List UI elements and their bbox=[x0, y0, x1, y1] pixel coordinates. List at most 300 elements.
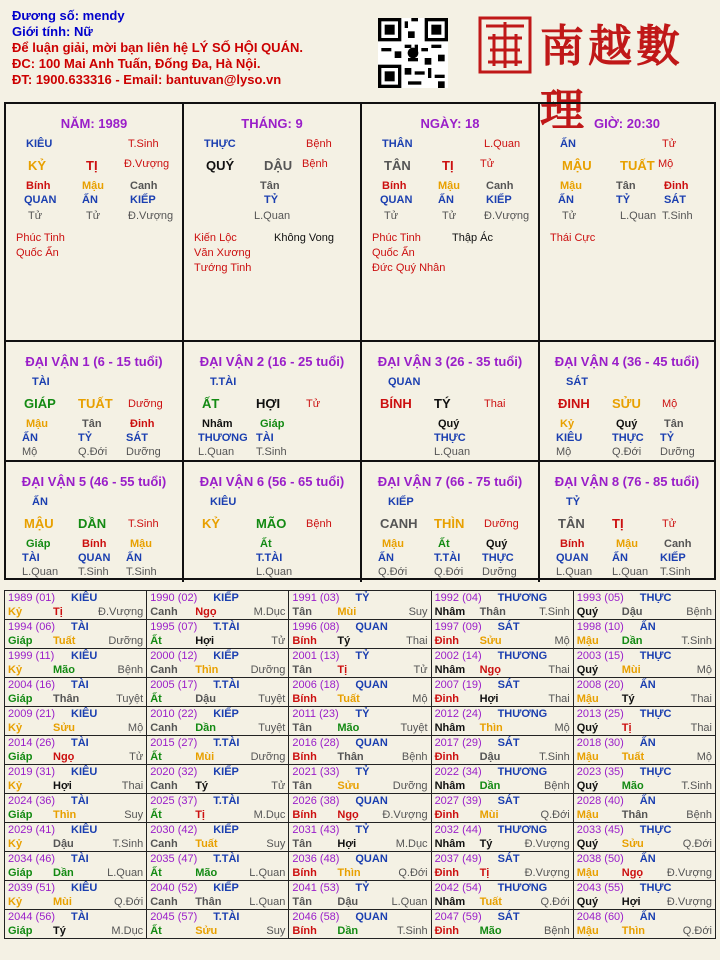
luck-branch: SỬU bbox=[612, 396, 641, 411]
year-box bbox=[147, 881, 288, 909]
year-cell bbox=[289, 852, 431, 881]
year-label: 2038 (50) bbox=[576, 853, 624, 865]
year-ten-god: THƯƠNG bbox=[497, 708, 548, 720]
year-label: 2009 (21) bbox=[8, 708, 56, 720]
year-branch: Mão bbox=[53, 664, 75, 676]
life-stage: Tử bbox=[384, 210, 399, 222]
luck-branch: DẦN bbox=[78, 516, 107, 531]
year-branch: Thân bbox=[479, 606, 506, 618]
year-box bbox=[289, 794, 430, 822]
year-box bbox=[147, 910, 288, 938]
life-stage: Q.Đới bbox=[612, 446, 642, 458]
life-stage: Mộ bbox=[556, 446, 572, 458]
year-box bbox=[432, 649, 573, 677]
hidden-stem: Quý bbox=[616, 418, 638, 430]
year-branch: Mão bbox=[195, 867, 218, 879]
year-stem: Tân bbox=[292, 780, 312, 792]
year-cell bbox=[573, 591, 715, 620]
year-stage: Dưỡng bbox=[392, 780, 428, 792]
year-ten-god: T.TÀI bbox=[213, 621, 240, 633]
luck-stage: Bệnh bbox=[306, 518, 332, 530]
luck-period-title: ĐẠI VẬN 2 (16 - 25 tuổi) bbox=[199, 354, 345, 369]
year-cell bbox=[5, 794, 147, 823]
year-branch: Hợi bbox=[621, 896, 641, 908]
pillar-main-label: Tử bbox=[480, 158, 495, 170]
year-cell bbox=[5, 591, 147, 620]
year-branch: Thìn bbox=[479, 722, 503, 734]
luck-period-cell bbox=[362, 342, 540, 462]
year-box bbox=[289, 910, 430, 938]
luck-period-title: ĐẠI VẬN 8 (76 - 85 tuổi) bbox=[554, 474, 700, 489]
year-ten-god: KIẾP bbox=[213, 824, 239, 836]
year-ten-god: THỰC bbox=[639, 592, 672, 604]
year-box bbox=[5, 707, 146, 735]
life-stage: L.Quan bbox=[22, 566, 59, 578]
year-ten-god: TÀI bbox=[71, 911, 89, 923]
year-label: 2033 (45) bbox=[576, 824, 624, 836]
ten-god: T.TÀI bbox=[434, 552, 461, 564]
luck-period-cell bbox=[6, 342, 184, 462]
hidden-stem: Nhâm bbox=[202, 418, 233, 430]
year-cell bbox=[431, 881, 573, 910]
year-stage: L.Quan bbox=[391, 896, 428, 908]
ten-god: T.TÀI bbox=[256, 552, 283, 564]
contact-invite: Để luận giải, mời bạn liên hệ LÝ SỐ HỘI QUÁN. bbox=[12, 40, 303, 55]
luck-stem: ẤT bbox=[202, 396, 220, 411]
year-box bbox=[574, 707, 715, 735]
year-label: 1994 (06) bbox=[8, 621, 56, 633]
year-label: 1999 (11) bbox=[8, 650, 55, 662]
year-stage: Thai bbox=[548, 664, 570, 676]
year-branch: Hợi bbox=[195, 635, 215, 647]
year-stage: Dưỡng bbox=[250, 664, 286, 676]
star-extra: Thập Ác bbox=[452, 232, 493, 244]
year-branch: Thìn bbox=[53, 809, 77, 821]
seal-stamp-icon bbox=[478, 16, 532, 74]
ten-god: ẤN bbox=[82, 194, 98, 206]
year-stage: Q.Đới bbox=[540, 809, 570, 821]
year-box bbox=[432, 823, 573, 851]
ten-god: QUAN bbox=[556, 552, 589, 564]
hidden-stem: Đinh bbox=[664, 180, 689, 192]
year-stem: Bính bbox=[292, 809, 317, 821]
year-box bbox=[574, 591, 715, 619]
year-ten-god: KIÊU bbox=[71, 882, 98, 894]
year-stage: Thai bbox=[690, 722, 712, 734]
year-label: 2026 (38) bbox=[292, 795, 340, 807]
year-ten-god: SÁT bbox=[497, 795, 520, 807]
luck-branch: MÃO bbox=[256, 516, 287, 531]
luck-stem: CANH bbox=[380, 516, 418, 531]
luck-branch: HỢI bbox=[256, 396, 281, 411]
year-branch: Tuất bbox=[53, 635, 76, 647]
luck-ten-god: TÀI bbox=[32, 376, 50, 388]
year-cell bbox=[431, 591, 573, 620]
year-branch: Mùi bbox=[195, 751, 215, 763]
year-stem: Giáp bbox=[8, 635, 33, 647]
year-branch: Mùi bbox=[479, 809, 499, 821]
year-branch: Tý bbox=[195, 780, 209, 792]
ten-god: TỶ bbox=[78, 432, 93, 444]
year-cell bbox=[5, 736, 147, 765]
year-stage: Đ.Vượng bbox=[666, 896, 712, 908]
year-branch: Dậu bbox=[479, 751, 501, 763]
year-stage: Bệnh bbox=[544, 780, 570, 792]
year-stem: Bính bbox=[292, 635, 317, 647]
star-name: Phúc Tinh bbox=[16, 232, 65, 244]
life-stage: L.Quan bbox=[256, 566, 293, 578]
year-stage: Q.Đới bbox=[113, 896, 144, 908]
life-stage: L.Quan bbox=[434, 446, 471, 458]
year-branch: Thìn bbox=[621, 925, 645, 937]
hidden-stem: Mậu bbox=[130, 538, 152, 550]
luck-stage: Mộ bbox=[662, 398, 678, 410]
year-ten-god: THỰC bbox=[639, 882, 672, 894]
year-cell bbox=[573, 765, 715, 794]
year-cell bbox=[431, 678, 573, 707]
year-cell bbox=[5, 620, 147, 649]
year-box bbox=[574, 736, 715, 764]
year-label: 2042 (54) bbox=[434, 882, 482, 894]
star-name: Phúc Tinh bbox=[372, 232, 421, 244]
year-box bbox=[289, 852, 430, 880]
year-stage: Tử bbox=[271, 780, 286, 792]
year-label: 2027 (39) bbox=[434, 795, 482, 807]
luck-stage: T.Sinh bbox=[128, 518, 159, 530]
year-branch: Dậu bbox=[195, 693, 216, 705]
year-stage: Q.Đới bbox=[540, 896, 570, 908]
year-stage: Thai bbox=[121, 780, 144, 792]
year-stem: Nhâm bbox=[434, 896, 466, 908]
year-box bbox=[147, 707, 288, 735]
year-branch: Tý bbox=[337, 635, 351, 647]
year-ten-god: KIẾP bbox=[213, 882, 239, 894]
star-name: Văn Xương bbox=[194, 247, 251, 259]
life-stage: Tử bbox=[28, 210, 43, 222]
year-stem: Ất bbox=[150, 751, 162, 763]
year-stage: Thai bbox=[690, 693, 712, 705]
year-label: 2000 (12) bbox=[150, 650, 198, 662]
hidden-stem: Kỷ bbox=[560, 418, 575, 430]
ten-god: QUAN bbox=[380, 194, 413, 206]
year-branch: Mão bbox=[337, 722, 360, 734]
luck-stem: ĐINH bbox=[558, 396, 590, 411]
year-ten-god: QUAN bbox=[355, 853, 388, 865]
year-label: 1996 (08) bbox=[292, 621, 340, 633]
life-stage: Tử bbox=[562, 210, 577, 222]
star-name: Quốc Ấn bbox=[372, 247, 415, 259]
ten-god: ẤN bbox=[378, 552, 394, 564]
luck-ten-god: SÁT bbox=[566, 376, 588, 388]
year-row bbox=[5, 591, 716, 620]
year-cell bbox=[5, 707, 147, 736]
year-box bbox=[432, 910, 573, 938]
year-ten-god: TỶ bbox=[355, 708, 370, 720]
year-branch: Tuất bbox=[621, 751, 645, 763]
year-branch: Mão bbox=[479, 925, 502, 937]
luck-stem: MẬU bbox=[24, 516, 54, 531]
year-box bbox=[5, 794, 146, 822]
year-box bbox=[289, 765, 430, 793]
year-label: 2043 (55) bbox=[576, 882, 624, 894]
year-label: 2006 (18) bbox=[292, 679, 340, 691]
year-row bbox=[5, 765, 716, 794]
luck-period-title: ĐẠI VẬN 6 (56 - 65 tuổi) bbox=[199, 474, 345, 489]
year-cell bbox=[431, 794, 573, 823]
year-box bbox=[432, 678, 573, 706]
year-label: 2014 (26) bbox=[8, 737, 56, 749]
hidden-stem: Mậu bbox=[26, 418, 48, 430]
year-stage: Bệnh bbox=[117, 664, 144, 676]
year-cell bbox=[431, 736, 573, 765]
year-branch: Dậu bbox=[337, 896, 359, 908]
luck-stem: TÂN bbox=[558, 516, 585, 531]
year-ten-god: TÀI bbox=[71, 679, 89, 691]
year-ten-god: TỶ bbox=[355, 882, 370, 894]
phone-email: ĐT: 1900.633316 - Email: bantuvan@lyso.vn bbox=[12, 72, 282, 87]
year-label: 2040 (52) bbox=[150, 882, 198, 894]
year-label: 2001 (13) bbox=[292, 650, 340, 662]
ten-god: THỰC bbox=[482, 552, 514, 564]
year-label: 1989 (01) bbox=[8, 592, 56, 604]
year-branch: Mùi bbox=[337, 606, 357, 618]
hidden-stem: Tân bbox=[616, 180, 636, 192]
luck-stem: KỶ bbox=[202, 516, 221, 531]
year-box bbox=[147, 678, 288, 706]
pillar-main-label: TỊ bbox=[442, 158, 454, 173]
hidden-stem: Giáp bbox=[26, 538, 51, 550]
year-branch: Tị bbox=[195, 809, 205, 821]
year-ten-god: SÁT bbox=[497, 679, 520, 691]
year-branch: Thân bbox=[337, 751, 364, 763]
year-stage: M.Dục bbox=[253, 809, 286, 821]
year-box bbox=[5, 591, 146, 619]
year-ten-god: T.TÀI bbox=[213, 853, 240, 865]
year-label: 2024 (36) bbox=[8, 795, 56, 807]
year-ten-god: QUAN bbox=[355, 911, 388, 923]
year-cell bbox=[289, 591, 431, 620]
year-ten-god: QUAN bbox=[355, 737, 388, 749]
year-stage: Mộ bbox=[412, 693, 428, 705]
year-cell bbox=[5, 881, 147, 910]
year-stem: Canh bbox=[150, 780, 178, 792]
ten-god: THỰC bbox=[612, 432, 644, 444]
year-label: 2030 (42) bbox=[150, 824, 198, 836]
life-stage: T.Sinh bbox=[78, 566, 109, 578]
year-ten-god: THỰC bbox=[639, 824, 672, 836]
year-box bbox=[289, 678, 430, 706]
year-ten-god: ẤN bbox=[639, 737, 656, 749]
pillar-top-label: THỰC bbox=[204, 138, 236, 150]
luck-stage: Tử bbox=[306, 398, 321, 410]
year-box bbox=[147, 736, 288, 764]
year-ten-god: TÀI bbox=[71, 621, 89, 633]
year-stem: Mậu bbox=[576, 693, 599, 705]
life-stage: Tử bbox=[442, 210, 457, 222]
ten-god: TỶ bbox=[616, 194, 631, 206]
year-row bbox=[5, 649, 716, 678]
year-label: 2046 (58) bbox=[292, 911, 340, 923]
ten-god: KIẾP bbox=[486, 194, 512, 206]
pillar-top-label: L.Quan bbox=[484, 138, 521, 150]
pillar-main-label: Mộ bbox=[658, 158, 674, 170]
pillar-title: NGÀY: 18 bbox=[420, 116, 480, 131]
pillar-main-label: Bệnh bbox=[302, 158, 328, 170]
year-label: 1997 (09) bbox=[434, 621, 482, 633]
year-ten-god: T.TÀI bbox=[213, 737, 240, 749]
pillar-main-label: DẬU bbox=[264, 158, 293, 173]
luck-stage: Dưỡng bbox=[128, 398, 163, 410]
year-stem: Giáp bbox=[8, 867, 33, 879]
year-stage: Đ.Vượng bbox=[524, 867, 570, 879]
year-ten-god: SÁT bbox=[497, 911, 520, 923]
year-branch: Tị bbox=[337, 664, 348, 676]
year-box bbox=[432, 852, 573, 880]
year-stage: Thai bbox=[406, 635, 428, 647]
year-ten-god: TÀI bbox=[71, 737, 89, 749]
hidden-stem: Mậu bbox=[438, 180, 460, 192]
hidden-stem: Canh bbox=[130, 180, 158, 192]
year-cell bbox=[431, 649, 573, 678]
four-pillars-chart bbox=[4, 102, 716, 580]
ten-god: THƯƠNG bbox=[198, 432, 248, 444]
year-ten-god: TỶ bbox=[355, 592, 370, 604]
year-branch: Dần bbox=[621, 635, 643, 647]
year-label: 2021 (33) bbox=[292, 766, 340, 778]
year-branch: Dậu bbox=[53, 838, 74, 850]
life-stage: Dưỡng bbox=[126, 446, 161, 458]
luck-period-title: ĐẠI VẬN 4 (36 - 45 tuổi) bbox=[554, 354, 700, 369]
life-stage: Đ.Vượng bbox=[128, 210, 174, 222]
star-name: Đức Quý Nhân bbox=[372, 262, 446, 274]
year-stem: Bính bbox=[292, 751, 317, 763]
luck-branch: THÌN bbox=[434, 516, 465, 531]
year-stem: Đinh bbox=[434, 693, 460, 705]
year-ten-god: THỰC bbox=[639, 708, 672, 720]
year-box bbox=[147, 765, 288, 793]
year-cell bbox=[5, 910, 147, 939]
year-stage: Mộ bbox=[696, 664, 712, 676]
year-box bbox=[147, 794, 288, 822]
year-row bbox=[5, 794, 716, 823]
year-stem: Nhâm bbox=[434, 780, 466, 792]
year-label: 2020 (32) bbox=[150, 766, 198, 778]
year-stem: Nhâm bbox=[434, 838, 466, 850]
luck-ten-god: KIẾP bbox=[388, 496, 414, 508]
year-label: 2035 (47) bbox=[150, 853, 198, 865]
year-stage: Mộ bbox=[696, 751, 712, 763]
year-cell bbox=[573, 852, 715, 881]
year-ten-god: QUAN bbox=[355, 621, 388, 633]
year-branch: Sửu bbox=[479, 635, 502, 647]
pillar-top-label: KIÊU bbox=[26, 138, 53, 150]
ten-god: ẤN bbox=[558, 194, 574, 206]
year-stage: T.Sinh bbox=[539, 606, 570, 618]
year-cell bbox=[289, 765, 431, 794]
year-stem: Canh bbox=[150, 838, 178, 850]
ten-god: ẤN bbox=[22, 432, 38, 444]
ten-god: SÁT bbox=[126, 432, 148, 444]
year-stage: Mộ bbox=[554, 722, 570, 734]
year-label: 1992 (04) bbox=[434, 592, 482, 604]
year-stem: Mậu bbox=[576, 809, 599, 821]
year-branch: Tý bbox=[479, 838, 493, 850]
year-cell bbox=[147, 910, 289, 939]
year-ten-god: KIẾP bbox=[213, 708, 239, 720]
year-stage: Tử bbox=[129, 751, 144, 763]
luck-stem: BÍNH bbox=[380, 396, 412, 411]
year-branch: Ngọ bbox=[479, 664, 501, 676]
year-stem: Quý bbox=[576, 722, 599, 734]
year-box bbox=[574, 910, 715, 938]
year-stem: Bính bbox=[292, 693, 317, 705]
luck-ten-god: TỶ bbox=[566, 496, 581, 508]
year-cell bbox=[147, 881, 289, 910]
year-stem: Kỷ bbox=[8, 838, 23, 850]
header-info bbox=[12, 8, 303, 88]
luck-period-title: ĐẠI VẬN 3 (26 - 35 tuổi) bbox=[377, 354, 523, 369]
hidden-stem: Ất bbox=[438, 538, 450, 550]
hidden-stem: Đinh bbox=[130, 418, 155, 430]
hidden-stem: Bính bbox=[26, 180, 51, 192]
year-stage: Đ.Vượng bbox=[666, 867, 712, 879]
hidden-stem: Mậu bbox=[382, 538, 404, 550]
year-cell bbox=[573, 678, 715, 707]
year-cell bbox=[147, 852, 289, 881]
year-cell bbox=[431, 707, 573, 736]
luck-ten-god: ẤN bbox=[32, 496, 48, 508]
year-branch: Hợi bbox=[479, 693, 499, 705]
year-branch: Sửu bbox=[337, 780, 360, 792]
year-stage: Bệnh bbox=[686, 809, 712, 821]
year-stage: Tử bbox=[413, 664, 428, 676]
year-box bbox=[5, 620, 146, 648]
year-stem: Tân bbox=[292, 722, 312, 734]
pillar-cell bbox=[184, 104, 362, 342]
year-label: 2032 (44) bbox=[434, 824, 482, 836]
year-cell bbox=[5, 649, 147, 678]
year-stem: Kỷ bbox=[8, 896, 23, 908]
year-stem: Quý bbox=[576, 838, 599, 850]
ten-god: THỰC bbox=[434, 432, 466, 444]
life-stage: L.Quan bbox=[620, 210, 657, 222]
year-ten-god: THƯƠNG bbox=[497, 650, 548, 662]
star-extra: Không Vong bbox=[274, 232, 334, 244]
year-stage: M.Dục bbox=[111, 925, 144, 937]
year-stage: Bệnh bbox=[686, 606, 712, 618]
year-label: 2048 (60) bbox=[576, 911, 624, 923]
star-name: Quốc Ấn bbox=[16, 247, 59, 259]
year-stem: Canh bbox=[150, 722, 178, 734]
year-branch: Tuất bbox=[195, 838, 218, 850]
year-cell bbox=[147, 591, 289, 620]
year-label: 2029 (41) bbox=[8, 824, 56, 836]
pillar-cell bbox=[540, 104, 714, 342]
hidden-stem: Bính bbox=[560, 538, 585, 550]
year-row bbox=[5, 910, 716, 939]
year-label: 2015 (27) bbox=[150, 737, 198, 749]
year-stem: Kỷ bbox=[8, 606, 23, 618]
year-stage: Q.Đới bbox=[398, 867, 428, 879]
year-ten-god: T.TÀI bbox=[213, 795, 240, 807]
year-ten-god: KIÊU bbox=[71, 824, 98, 836]
luck-period-cell bbox=[184, 462, 362, 582]
year-branch: Mão bbox=[621, 780, 644, 792]
year-stem: Đinh bbox=[434, 635, 460, 647]
year-box bbox=[147, 649, 288, 677]
year-label: 2013 (25) bbox=[576, 708, 624, 720]
year-ten-god: T.TÀI bbox=[213, 679, 240, 691]
